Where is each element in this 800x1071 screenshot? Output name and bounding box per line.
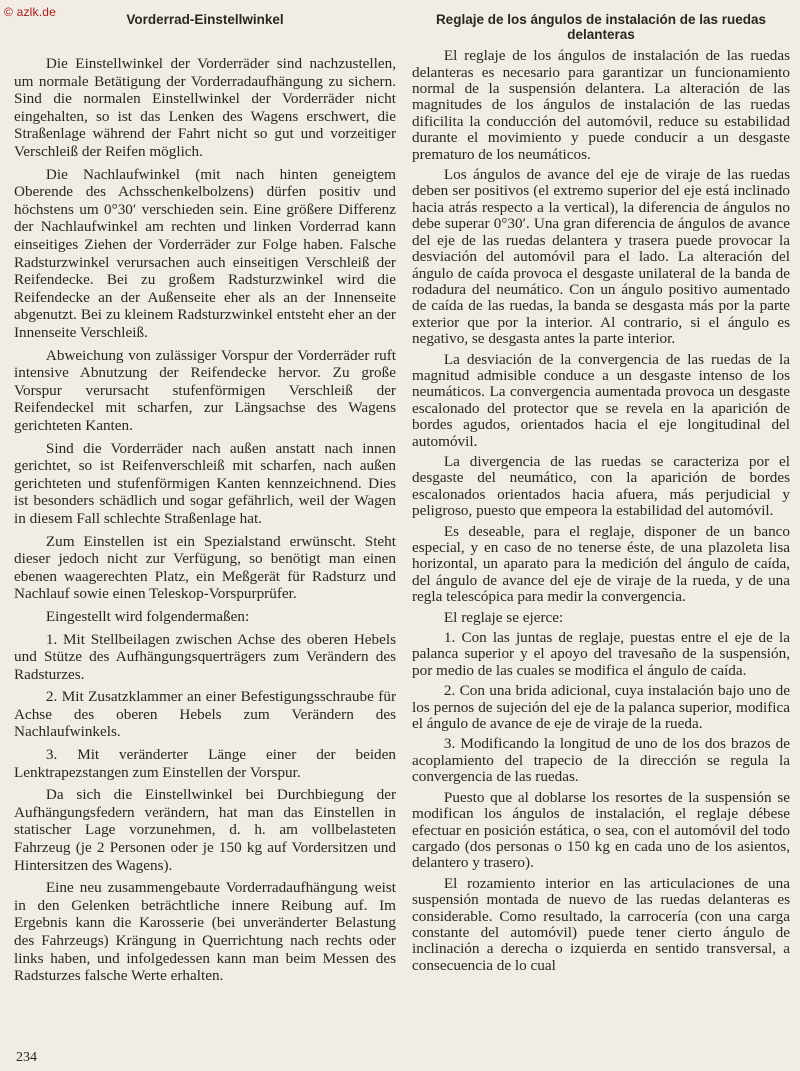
- spanish-column: [412, 10, 790, 978]
- german-section-title: Vorderrad-Einstellwinkel: [126, 12, 284, 27]
- watermark-text: © azlk.de: [4, 5, 56, 19]
- german-column: [14, 10, 396, 990]
- german-list-item: 1. Mit Stellbeilagen zwischen Achse des oberen Hebels und Stütze des Aufhängungsquerträgers zum Verändern des Radsturzes.: [14, 630, 396, 683]
- page-number: 234: [16, 1050, 37, 1065]
- spanish-section-title: Reglaje de los ángulos de instalación de las ruedas delanteras: [435, 12, 767, 43]
- spanish-paragraph: Los ángulos de avance del eje de viraje de las ruedas deben ser positivos (el extremo superior del eje está inclinado hacia atrás respecto a la vertical), la diferencia de ángulos no debe superar 0°30′. Una gran diferencia de ángulos de avance del eje de las ruedas delantera y trasera puede provocar la desviación del automóvil para el lado. La alteración del ángulo de caída provoca el desgaste unilateral de la banda de rodadura del neumático. Con un ángulo positivo aumentado de caída de las ruedas, la banda se desgasta más por la parte exterior que por la interior. Al contrario, si el ángulo es negativo, se desgasta antes la parte interior.: [412, 166, 790, 348]
- spanish-paragraph: El reglaje de los ángulos de instalación de las ruedas delanteras es necesario para garantizar un funcionamiento normal de la suspensión delantera. La alteración de las magnitudes de los ángulos de instalación de las ruedas dificilita la conducción del automóvil, reduce su estabilidad durante el movimiento y puede conducir a un desgaste prematuro de los neumáticos.: [412, 47, 790, 163]
- german-paragraph: Abweichung von zulässiger Vorspur der Vorderräder ruft intensive Abnutzung der Reifendecke hervor. Zu große Vorspur verursacht stufenförmigen Verschleiß der Reifendeckel mit scharfen, zur Längsachse des Wagens gerichteten Kanten.: [14, 346, 396, 434]
- german-paragraph: Die Einstellwinkel der Vorderräder sind nachzustellen, um normale Betätigung der Vorderradaufhängung zu sichern. Sind die normalen Einstellwinkel der Vorderräder nicht eingehalten, so ist das Lenken des Wagens erschwert, die Straßenlage während der Fahrt nicht so gut und vorzeitiger Verschleiß der Reifen möglich.: [14, 55, 396, 161]
- spanish-list-item: 2. Con una brida adicional, cuya instalación bajo uno de los pernos de sujeción del eje de la palanca superior, modifica el ángulo de avance de eje de viraje de la rueda.: [412, 682, 790, 733]
- german-list-item: 2. Mit Zusatzklammer an einer Befestigungsschraube für Achse des oberen Hebels zum Verändern des Nachlaufwinkels.: [14, 688, 396, 741]
- german-list-item: 3. Mit veränderter Länge einer der beiden Lenktrapezstangen zum Einstellen der Vorspur.: [14, 746, 396, 781]
- german-paragraph: Eine neu zusammengebaute Vorderradaufhängung weist in den Gelenken beträchtliche innere Reibung auf. Im Ergebnis kann die Karosserie (bei unveränderter Belastung des Fahrzeugs) Krängung in Querrichtung nach rechts oder links haben, und infolgedessen kann man beim Messen des Radsturzes falsche Werte erhalten.: [14, 879, 396, 985]
- german-paragraph: Die Nachlaufwinkel (mit nach hinten geneigtem Oberende des Achsschenkelbolzens) dürfen positiv und höchstens um 0°30′ verschieden sein. Eine größere Differenz der Nachlaufwinkel am rechten und linken Vorderrad kann einseitiges Ziehen der Vorderräder zur Folge haben. Falsche Radsturzwinkel verursachen auch einseitigen Verschleiß der Reifendecke. Bei zu großem Radsturzwinkel wird die Reifendecke an der Außenseite eher als an der Innenseite abgenutzt. Bei zu kleinem Radsturzwinkel entsteht eher an der Innenseite Verschleiß.: [14, 165, 396, 342]
- spanish-list-item: 1. Con las juntas de reglaje, puestas entre el eje de la palanca superior y el apoyo del travesaño de la suspensión, por medio de las cuales se modifica el ángulo de caída.: [412, 629, 790, 679]
- spanish-paragraph: Es deseable, para el reglaje, disponer de un banco especial, y en caso de no tenerse éste, de una plazoleta lisa horizontal, un aparato para la medición del ángulo de caída, del ángulo de avance del eje de viraje de la rueda, y de una regla telescópica para medir la convergencia.: [412, 522, 790, 606]
- german-paragraph: Sind die Vorderräder nach außen anstatt nach innen gerichtet, so ist Reifenverschleiß mit scharfen, nach außen gerichteten und stufenförmigen Kanten kennzeichnend. Dies ist besonders schädlich und sogar gefährlich, weil der Wagen in diesem Fall schlechte Straßenlage hat.: [14, 439, 396, 527]
- spanish-paragraph: La divergencia de las ruedas se caracteriza por el desgaste del neumático, con la aparición de bordes escalonados orientados hacia afuera, más perjudicial y peligroso, puesto que empeora la estabilidad del automóvil.: [412, 452, 790, 520]
- spanish-paragraph: El rozamiento interior en las articulaciones de una suspensión montada de nuevo de las ruedas delanteras es considerable. Como resultado, la carrocería (con una carga constante del automóvil) puede tener cierto ángulo de inclinación a derecha o izquierda en sentido transversal, a consecuencia de lo cual: [412, 874, 790, 974]
- german-paragraph: Da sich die Einstellwinkel bei Durchbiegung der Aufhängungsfedern verändern, hat man das Einstellen in statischer Lage vorzunehmen, d. h. am vollbelasteten Fahrzeug (je 2 Personen oder je 150 kg auf Vordersitzen und Hintersitzen des Wagens).: [14, 786, 396, 874]
- spanish-paragraph: Puesto que al doblarse los resortes de la suspensión se modifican los ángulos de instalación, el reglaje débese efectuar en posición estática, o sea, con el automóvil del todo cargado (dos personas o 150 kg en cada uno de los asientos, delantero y trasero).: [412, 788, 790, 872]
- german-paragraph: Zum Einstellen ist ein Spezialstand erwünscht. Steht dieser jedoch nicht zur Verfügung, so benötigt man einen ebenen waagerechten Platz, ein Meßgerät für Radsturz und Nachlauf sowie einen Teleskop-Vorspurprüfer.: [14, 532, 396, 603]
- spanish-paragraph: El reglaje se ejerce:: [443, 608, 564, 626]
- german-paragraph: Eingestellt wird folgendermaßen:: [45, 607, 250, 625]
- spanish-paragraph: La desviación de la convergencia de las ruedas de la magnitud admisible conduce a un desgaste intenso de los neumáticos. La convergencia aumentada provoca un desgaste escalonado del protector que se revela en la aparición de bordes agudos, orientados hacia el eje longitudinal del automóvil.: [412, 350, 790, 450]
- spanish-list-item: 3. Modificando la longitud de uno de los dos brazos de acoplamiento del trapecio de la dirección se regula la convergencia de las ruedas.: [412, 735, 790, 786]
